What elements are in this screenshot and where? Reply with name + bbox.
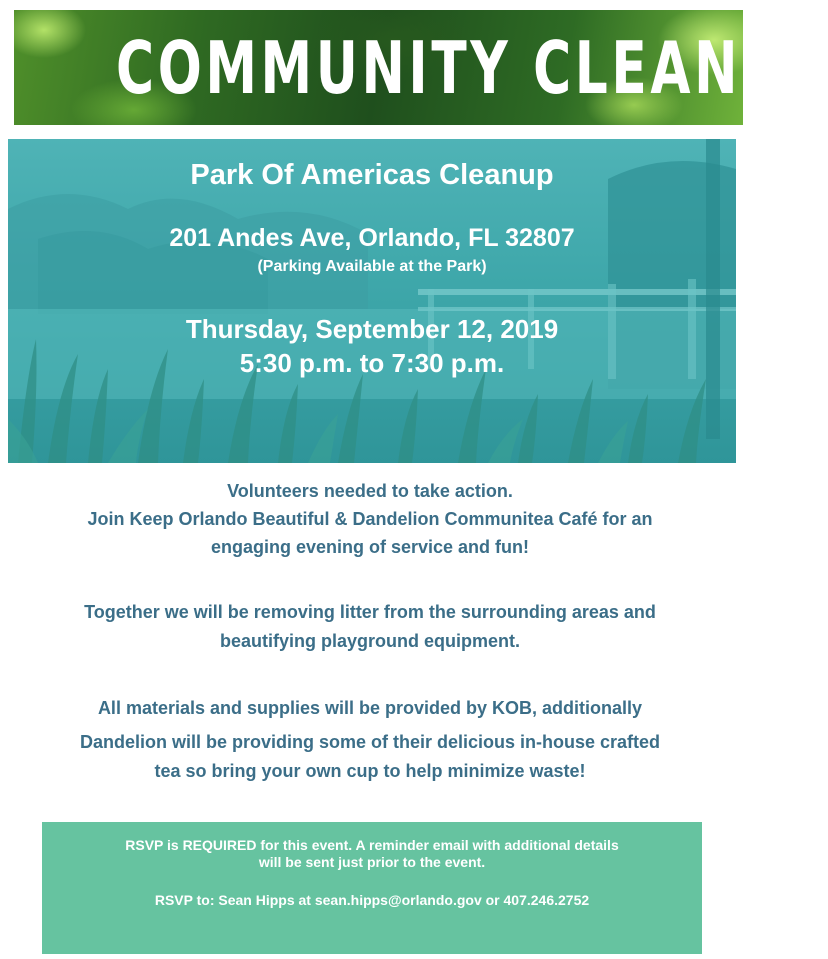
header-banner [14,10,828,125]
description-line: Join Keep Orlando Beautiful & Dandelion Communitea Café for an [87,509,653,529]
event-details-panel [8,139,736,463]
event-address: 201 Andes Ave, Orlando, FL 32807 [169,224,575,252]
description-line: tea so bring your own cup to help minimize waste! [154,761,586,781]
rsvp-notice-continued: will be sent just prior to the event. [258,854,486,870]
banner-title: COMMUNITY CLEANUP [116,26,828,110]
event-time: 5:30 p.m. to 7:30 p.m. [239,348,505,378]
rsvp-box [42,822,702,954]
description-line: Volunteers needed to take action. [227,481,513,501]
description-line: Dandelion will be providing some of their delicious in-house crafted [79,732,661,752]
event-date: Thursday, September 12, 2019 [185,314,559,344]
description-line: Together we will be removing litter from the surrounding areas and [84,602,656,622]
event-title: Park Of Americas Cleanup [190,159,554,191]
description-line: beautifying playground equipment. [219,631,520,651]
rsvp-contact[interactable]: RSVP to: Sean Hipps at sean.hipps@orlando.gov or 407.246.2752 [154,892,590,908]
description-line: engaging evening of service and fun! [210,537,530,557]
parking-note: (Parking Available at the Park) [257,258,487,275]
description-line: All materials and supplies will be provided by KOB, additionally [97,698,643,718]
rsvp-notice: RSVP is REQUIRED for this event. A reminder email with additional details [125,837,619,853]
